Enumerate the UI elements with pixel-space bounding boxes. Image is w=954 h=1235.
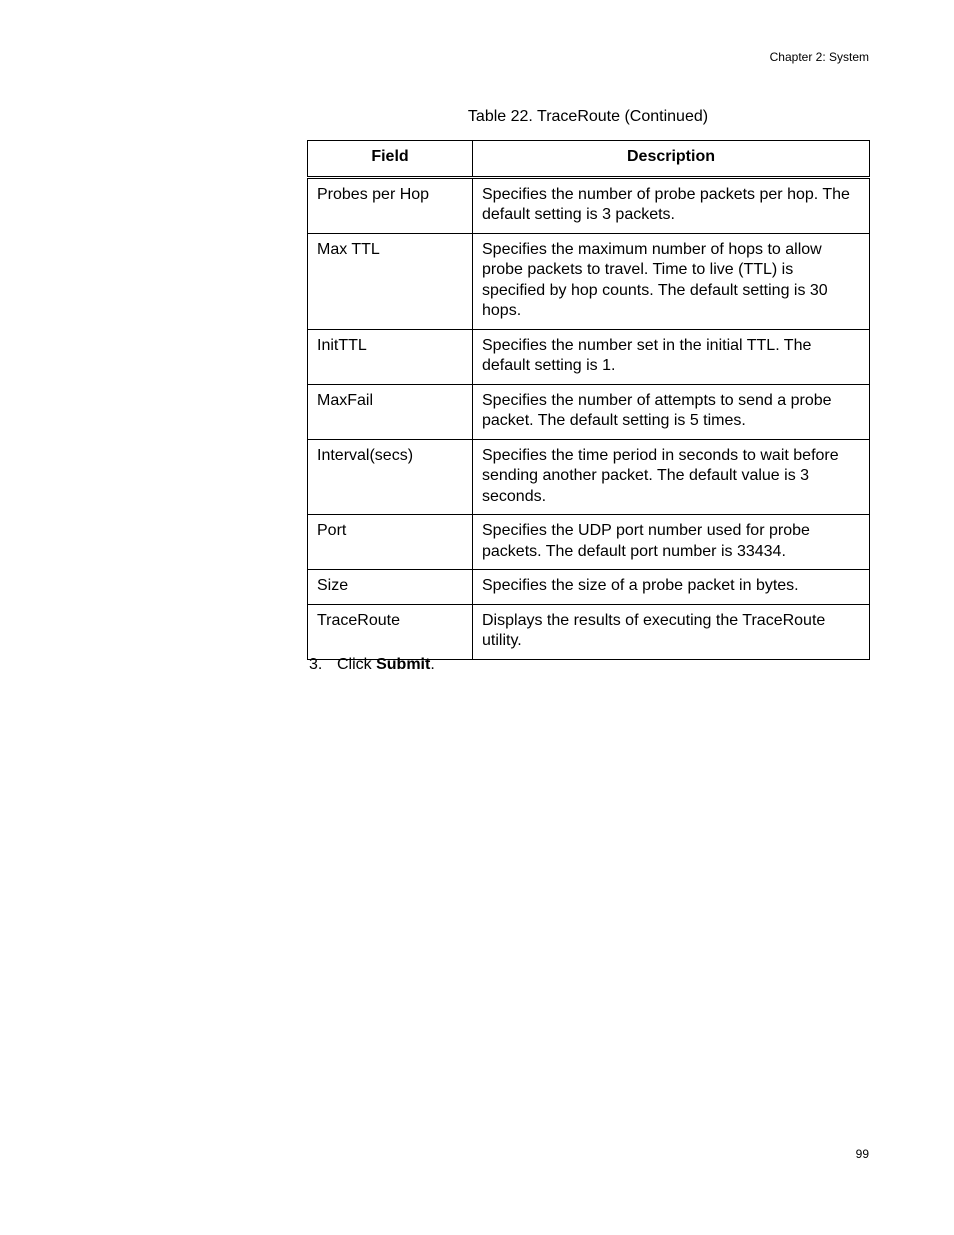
table-row (308, 384, 870, 439)
table-row (308, 177, 870, 233)
step-number: 3. (309, 656, 323, 673)
column-header-description: Description (473, 141, 870, 178)
description-cell: Specifies the number set in the initial TTL. The default setting is 1. (473, 329, 870, 384)
field-cell: Probes per Hop (308, 177, 473, 233)
table-caption: Table 22. TraceRoute (Continued) (467, 108, 709, 125)
traceroute-table (307, 140, 870, 660)
step-action-label: Submit (376, 656, 431, 673)
description-cell: Specifies the size of a probe packet in bytes. (473, 570, 870, 605)
field-cell: MaxFail (308, 384, 473, 439)
step-prefix: Click (337, 656, 377, 673)
column-header-field: Field (308, 141, 473, 178)
field-cell: Port (308, 515, 473, 570)
description-cell: Specifies the time period in seconds to wait before sending another packet. The default value is 3 seconds. (473, 439, 870, 515)
table-row (308, 570, 870, 605)
table-row (308, 515, 870, 570)
table-row (308, 329, 870, 384)
field-cell: Interval(secs) (308, 439, 473, 515)
running-header: Chapter 2: System (769, 50, 869, 64)
page-number: 99 (855, 1147, 869, 1161)
step-instruction (309, 656, 435, 674)
field-cell: TraceRoute (308, 604, 473, 659)
description-cell: Specifies the number of attempts to send a probe packet. The default setting is 5 times. (473, 384, 870, 439)
table-row (308, 439, 870, 515)
description-cell: Specifies the number of probe packets per hop. The default setting is 3 packets. (473, 177, 870, 233)
table-row (308, 604, 870, 659)
table-row (308, 233, 870, 329)
field-cell: Size (308, 570, 473, 605)
description-cell: Displays the results of executing the TraceRoute utility. (473, 604, 870, 659)
step-suffix: . (430, 656, 435, 673)
description-cell: Specifies the maximum number of hops to allow probe packets to travel. Time to live (TTL) is specified by hop counts. The default setting is 30 hops. (473, 233, 870, 329)
field-cell: InitTTL (308, 329, 473, 384)
table-header-row (308, 141, 870, 178)
field-cell: Max TTL (308, 233, 473, 329)
description-cell: Specifies the UDP port number used for probe packets. The default port number is 33434. (473, 515, 870, 570)
